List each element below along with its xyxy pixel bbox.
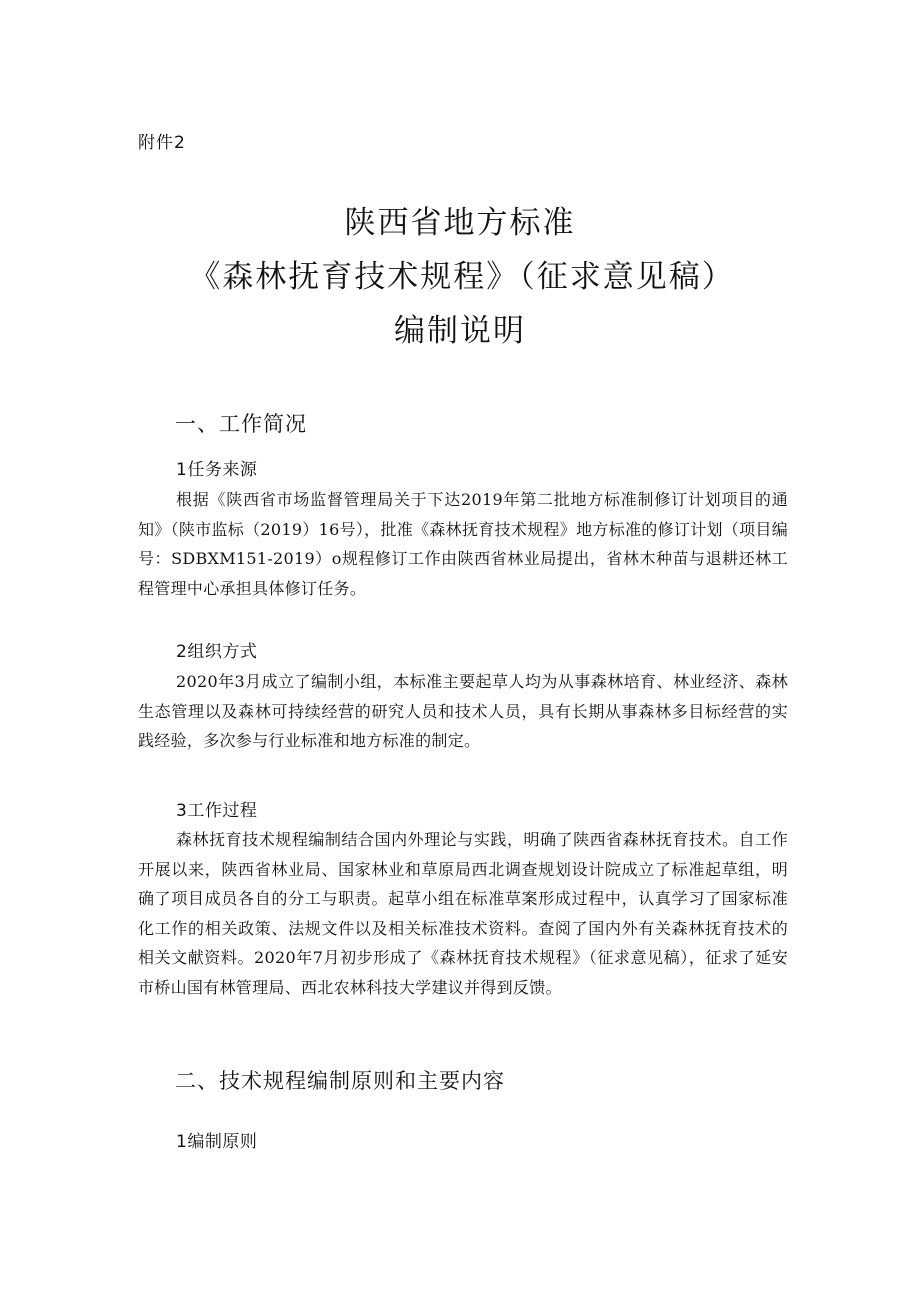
section-1-3-paragraph: 森林抚育技术规程编制结合国内外理论与实践，明确了陕西省森林抚育技术。自工作开展以来，陕西省林业局、国家林业和草原局西北调查规划设计院成立了标准起草组，明确了项目成员各自的分工与职责。起草小组在标准草案形成过程中，认真学习了国家标准化工作的相关政策、法规文件以及相关标准技术资料。查阅了国内外有关森林抚育技术的相关文献资料。2020年7月初步形成了《森林抚育技术规程》（征求意见稿），征求了延安市桥山国有林管理局、西北农林科技大学建议并得到反馈。 xyxy=(138,830,788,997)
title-line-1: 陕西省地方标准 xyxy=(344,205,576,241)
section-1-1-heading: 1任务来源 xyxy=(176,460,258,480)
section-2-heading: 二、技术规程编制原则和主要内容 xyxy=(175,1069,505,1093)
title-line-2: 《森林抚育技术规程》（征求意见稿） xyxy=(189,259,735,295)
attachment-label: 附件2 xyxy=(138,133,186,153)
section-1-1-paragraph: 根据《陕西省市场监督管理局关于下达2019年第二批地方标准制修订计划项目的通知》（陕市监标（2019）16号），批准《森林抚育技术规程》地方标准的修订计划（项目编号：SDBXM151-2019）o规程修订工作由陕西省林业局提出，省林木种苗与退耕还林工程管理中心承担具体修订任务。 xyxy=(138,490,788,598)
section-2-1-heading: 1编制原则 xyxy=(176,1132,258,1152)
title-line-3: 编制说明 xyxy=(394,313,526,349)
section-1-2-heading: 2组织方式 xyxy=(176,642,258,662)
document-title xyxy=(0,196,920,358)
section-1-2-paragraph: 2020年3月成立了编制小组，本标准主要起草人均为从事森林培育、林业经济、森林生态管理以及森林可持续经营的研究人员和技术人员，具有长期从事森林多目标经营的实践经验，多次参与行业标准和地方标准的制定。 xyxy=(138,672,788,750)
section-1-3-heading: 3工作过程 xyxy=(176,801,258,821)
section-1-heading: 一、工作简况 xyxy=(175,412,307,436)
